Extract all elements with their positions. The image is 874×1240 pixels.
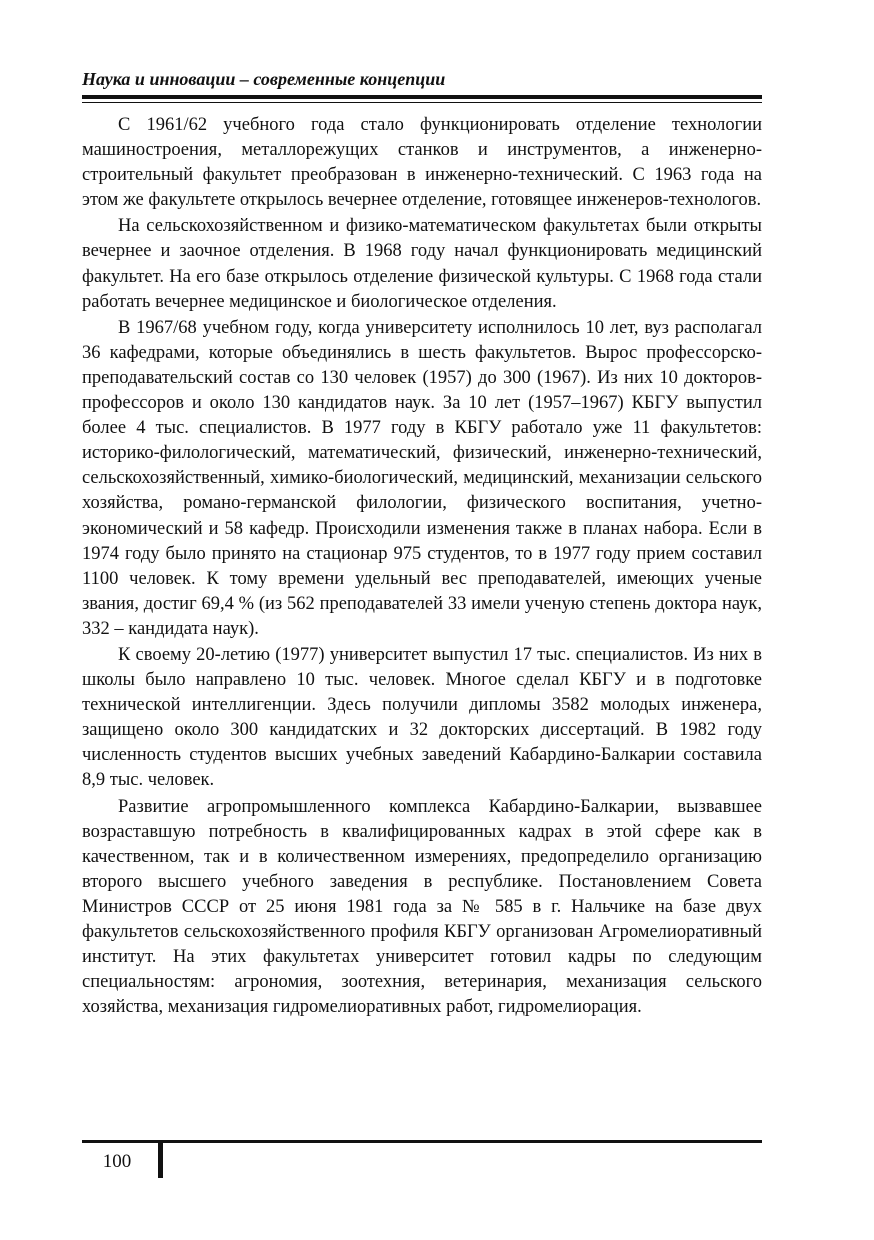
running-header-title: Наука и инновации – современные концепции bbox=[82, 69, 446, 89]
paragraph-1: С 1961/62 учебного года стало функционировать отделение технологии машиностроения, металлорежущих станков и инструментов, а инженерно-строительный факультет преобразован в инженерно-технический. С 1963 года на этом же факультете открылось вечернее отделение, готовящее инженеров-технологов. bbox=[82, 115, 762, 211]
paragraph-5: Развитие агропромышленного комплекса Кабардино-Балкарии, вызвавшее возраставшую потребность в квалифицированных кадрах в этой сфере как в качественном, так и в количественном измерениях, предопределило организацию второго высшего учебного заведения в республике. Постановлением Совета Министров СССР от 25 июня 1981 года за № 585 в г. Нальчике на базе двух факультетов сельскохозяйственного профиля КБГУ организован Агромелиоративный институт. На этих факультетах университет готовил кадры по следующим специальностям: агрономия, зоотехния, ветеринария, механизация сельского хозяйства, механизация гидромелиоративных работ, гидромелиорация. bbox=[82, 796, 762, 1018]
paragraph-4: К своему 20-летию (1977) университет выпустил 17 тыс. специалистов. Из них в школы было направлено 10 тыс. человек. Многое сделал КБГУ и в подготовке технической интеллигенции. Здесь получили дипломы 3582 молодых инженера, защищено около 300 кандидатских и 32 докторских диссертаций. В 1982 году численность студентов высших учебных заведений Кабардино-Балкарии составила 8,9 тыс. человек. bbox=[82, 644, 762, 791]
paragraph-3: В 1967/68 учебном году, когда университету исполнилось 10 лет, вуз располагал 36 кафедрами, которые объединялись в шесть факультетов. Вырос профессорско-преподавательский состав со 130 человек (1957) до 300 (1967). Из них 10 докторов-профессоров и около 130 кандидатов наук. За 10 лет (1957–1967) КБГУ выпустил более 4 тыс. специалистов. В 1977 году в КБГУ работало уже 11 факультетов: историко-филологический, математический, физический, инженерно-технический, сельскохозяйственный, химико-биологический, медицинский, механизации сельского хозяйства, романо-германской филологии, физического воспитания, учетно-экономический и 58 кафедр. Происходили изменения также в планах набора. Если в 1974 году было принято на стационар 975 студентов, то в 1977 году прием составил 1100 человек. К тому времени удельный вес преподавателей, имеющих ученые звания, достиг 69,4 % (из 562 преподавателей 33 имели ученую степень доктора наук, 332 – кандидата наук). bbox=[82, 317, 762, 639]
paragraph-2: На сельскохозяйственном и физико-математическом факультетах были открыты вечернее и заочное отделения. В 1968 году начал функционировать медицинский факультет. На его базе открылось отделение физической культуры. С 1968 года стали работать вечернее медицинское и биологическое отделения. bbox=[82, 216, 762, 312]
footer-rule bbox=[82, 1140, 762, 1143]
body-text bbox=[82, 113, 762, 1021]
page-number: 100 bbox=[102, 1151, 132, 1172]
footer-pillar bbox=[158, 1140, 163, 1178]
header-rule-thin bbox=[82, 102, 762, 103]
header-rule-thick bbox=[82, 95, 762, 99]
